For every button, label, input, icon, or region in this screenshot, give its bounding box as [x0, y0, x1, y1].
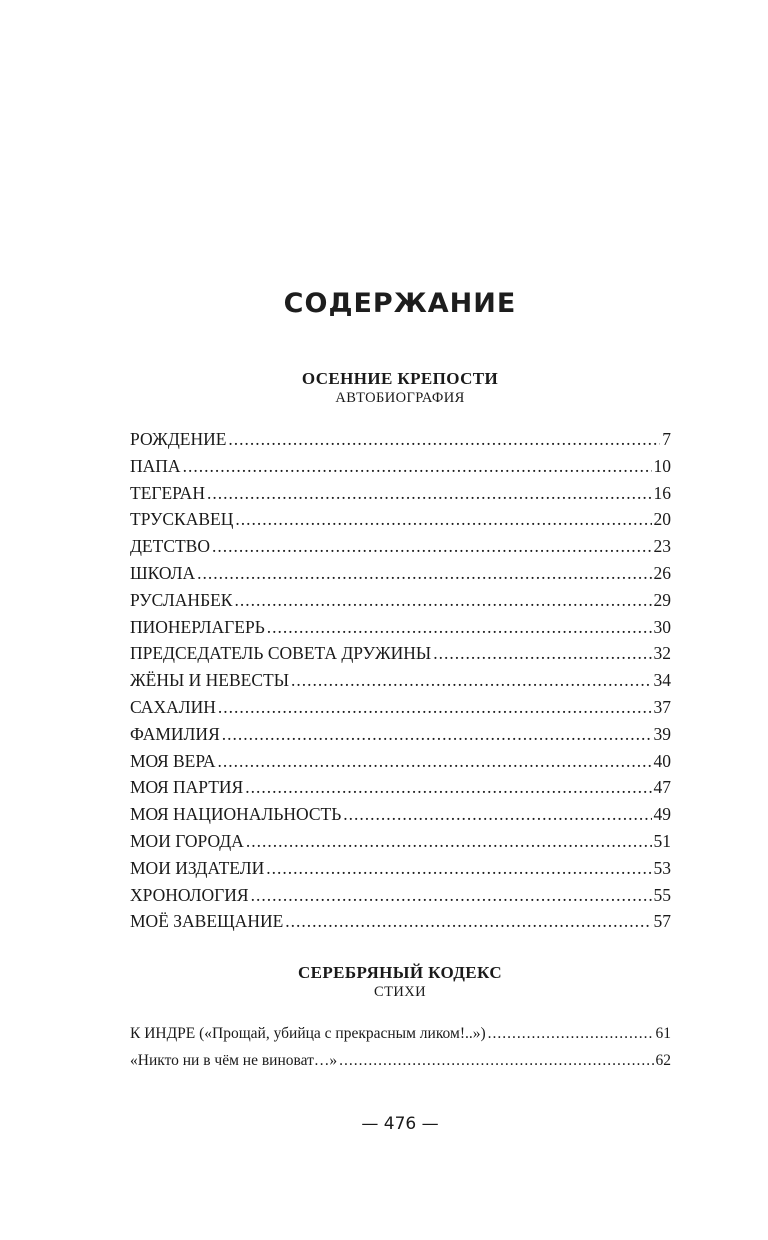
toc-entry[interactable] — [130, 426, 671, 453]
dot-leader — [217, 748, 651, 775]
section-header-poems — [0, 963, 768, 1001]
toc-entry[interactable] — [130, 882, 671, 909]
toc-entry-title: МОИ ИЗДАТЕЛИ — [130, 857, 265, 878]
toc-entry-page-number: 47 — [653, 777, 671, 798]
toc-entry-page-number: 51 — [653, 830, 671, 851]
toc-entry[interactable] — [130, 855, 671, 882]
toc-entry-title: РОЖДЕНИЕ — [130, 429, 227, 449]
toc-entry-page-number: 29 — [653, 589, 671, 610]
section-title: СЕРЕБРЯНЫЙ КОДЕКС — [297, 963, 503, 982]
toc-entry[interactable] — [130, 721, 671, 748]
toc-entry-title: ПИОНЕРЛАГЕРЬ — [130, 616, 265, 637]
toc-entry-page-number: 23 — [653, 536, 671, 557]
toc-entry-page-number: 40 — [653, 750, 671, 771]
toc-entry[interactable] — [130, 1021, 671, 1048]
dot-leader — [343, 801, 651, 828]
toc-entry-title: ПАПА — [130, 455, 181, 476]
page-title: СОДЕРЖАНИЕ — [283, 288, 517, 319]
dot-leader — [246, 828, 652, 855]
toc-entry-page-number: 34 — [653, 670, 671, 691]
dot-leader — [235, 506, 651, 533]
toc-entry-page-number: 32 — [653, 643, 671, 664]
toc-entry-page-number: 26 — [653, 562, 671, 583]
toc-entry[interactable] — [130, 694, 671, 721]
toc-entry[interactable] — [130, 614, 671, 641]
toc-entry[interactable] — [130, 453, 671, 480]
toc-entry-page-number: 49 — [653, 804, 671, 825]
section-subtitle: АВТОБИОГРАФИЯ — [335, 390, 465, 406]
dot-leader — [234, 587, 651, 614]
dot-leader — [339, 1048, 653, 1075]
toc-entry-title: ПРЕДСЕДАТЕЛЬ СОВЕТА ДРУЖИНЫ — [130, 643, 432, 664]
toc-entry[interactable] — [130, 828, 671, 855]
toc-entry-title: МОЯ ПАРТИЯ — [130, 777, 244, 798]
toc-entry-page-number: 10 — [653, 455, 671, 476]
section-title: ОСЕННИЕ КРЕПОСТИ — [301, 369, 499, 388]
dot-leader — [285, 908, 651, 935]
toc-entry-title: ТРУСКАВЕЦ — [130, 509, 234, 530]
toc-entry-page-number: 30 — [653, 616, 671, 637]
toc-entry-page-number: 39 — [653, 723, 671, 744]
toc-entry-title: МОЯ НАЦИОНАЛЬНОСТЬ — [130, 804, 342, 825]
toc-entry-page-number: 62 — [655, 1051, 671, 1069]
toc-entry-page-number: 53 — [653, 857, 671, 878]
toc-entry-title: МОЁ ЗАВЕЩАНИЕ — [130, 911, 284, 932]
toc-entry[interactable] — [130, 748, 671, 775]
page-number: — 476 — — [361, 1114, 439, 1134]
toc-entry-title: ХРОНОЛОГИЯ — [130, 884, 249, 905]
toc-list-poems — [130, 1021, 671, 1075]
dot-leader — [183, 453, 652, 480]
toc-entry-title: ДЕТСТВО — [130, 536, 210, 557]
toc-entry[interactable] — [130, 667, 671, 694]
toc-entry-title: МОЯ ВЕРА — [130, 750, 216, 771]
toc-entry[interactable] — [130, 640, 671, 667]
toc-entry[interactable] — [130, 801, 671, 828]
dot-leader — [267, 614, 652, 641]
dot-leader — [245, 774, 651, 801]
toc-entry-title: ЖЁНЫ И НЕВЕСТЫ — [130, 670, 289, 691]
toc-entry-page-number: 7 — [662, 429, 671, 449]
section-subtitle: СТИХИ — [374, 984, 426, 1000]
toc-entry-page-number: 37 — [653, 696, 671, 717]
toc-entry-title: САХАЛИН — [130, 696, 216, 717]
toc-entry[interactable] — [130, 506, 671, 533]
toc-entry-title: ФАМИЛИЯ — [130, 723, 220, 744]
dot-leader — [488, 1021, 654, 1048]
dot-leader — [251, 882, 652, 909]
toc-entry[interactable] — [130, 587, 671, 614]
dot-leader — [228, 426, 660, 453]
toc-entry[interactable] — [130, 908, 671, 935]
toc-entry-page-number: 20 — [653, 509, 671, 530]
toc-entry-title: «Никто ни в чём не виноват…» — [130, 1051, 338, 1069]
dot-leader — [433, 640, 651, 667]
toc-entry-page-number: 57 — [653, 911, 671, 932]
toc-entry-page-number: 55 — [653, 884, 671, 905]
toc-entry[interactable] — [130, 560, 671, 587]
dot-leader — [207, 480, 652, 507]
toc-entry-page-number: 16 — [653, 482, 671, 503]
toc-entry-title: ШКОЛА — [130, 562, 196, 583]
toc-entry-title: ТЕГЕРАН — [130, 482, 205, 503]
dot-leader — [266, 855, 651, 882]
toc-entry-title: РУСЛАНБЕК — [130, 589, 233, 610]
toc-entry[interactable] — [130, 774, 671, 801]
toc-list-autobiography — [130, 426, 671, 935]
dot-leader — [212, 533, 652, 560]
dot-leader — [222, 721, 652, 748]
toc-entry[interactable] — [130, 533, 671, 560]
toc-entry-page-number: 61 — [655, 1025, 671, 1042]
toc-entry[interactable] — [130, 1048, 671, 1075]
dot-leader — [197, 560, 651, 587]
section-header-autobiography — [0, 369, 768, 407]
dot-leader — [218, 694, 652, 721]
toc-entry-title: К ИНДРЕ («Прощай, убийца с прекрасным ликом!..») — [130, 1025, 486, 1042]
toc-entry-title: МОИ ГОРОДА — [130, 830, 244, 851]
toc-entry[interactable] — [130, 480, 671, 507]
dot-leader — [291, 667, 652, 694]
